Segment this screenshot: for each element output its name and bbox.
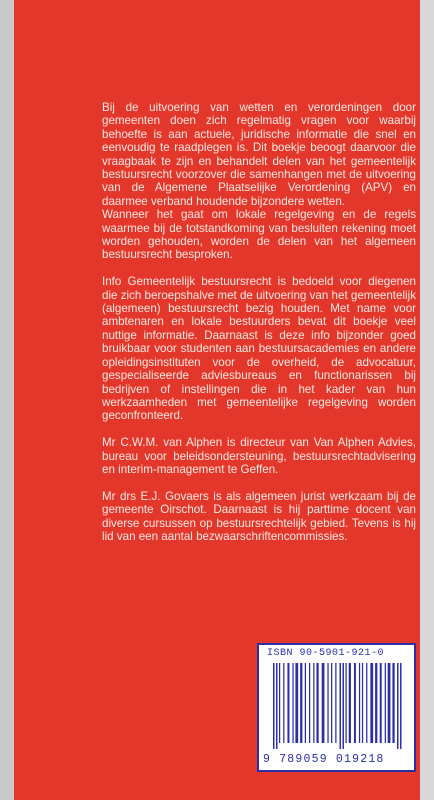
barcode-bar xyxy=(359,663,360,743)
barcode-bar xyxy=(349,663,351,743)
barcode-bar xyxy=(392,663,394,743)
spine-strip xyxy=(0,0,14,800)
barcode-bar xyxy=(276,663,277,749)
barcode-bar xyxy=(305,663,306,743)
blurb-paragraph-author-2: Mr drs E.J. Govaers is als algemeen jurist werkzaam bij de gemeente Oirschot. Daarnaast is hij parttime docent van diverse cursussen op bestuursrechtelijk gebied. Tevens is hij lid van een aantal bezwaarschriftencommissies. xyxy=(102,489,416,543)
barcode-box xyxy=(259,645,414,770)
blurb-paragraph-intro: Bij de uitvoering van wetten en verordeningen door gemeenten doen zich regelmatig vragen voor waarbij behoefte is aan actuele, juridische informatie die snel en eenvoudig te raadplegen is. Dit boekje beoogt daarvoor die vraagbaak te zijn en behandelt delen van het gemeentelijk bestuursrecht voorzover die samenhangen met de uitvoering van de Algemene Plaatselijke Verordening (APV) en daarmee verband houdende bijzondere wetten. xyxy=(102,101,416,208)
barcode-bar xyxy=(342,663,343,749)
barcode-bar xyxy=(331,663,332,743)
barcode-bar xyxy=(335,663,336,743)
barcode-bar xyxy=(300,663,302,743)
barcode-bar xyxy=(316,663,318,743)
barcode-bars xyxy=(273,663,403,749)
blurb-paragraph-audience: Info Gemeentelijk bestuursrecht is bedoeld voor diegenen die zich beroepshalve met de uitvoering van het gemeentelijk (algemeen) bestuursrecht bezig houden. Met name voor ambtenaren en lokale bestuurders bevat dit boekje veel nuttige informatie. Daarnaast is deze info bijzonder goed bruikbaar voor studenten aan bestuursacademies en andere opleidingsinstituten voor de overheid, de advocatuur, gespecialiseerde adviesbureaus en functionarissen bij bedrijven of instellingen die in het kader van hun werkzaamheden met gemeentelijke regelgeving worden geconfronteerd. xyxy=(102,275,416,423)
barcode-bar xyxy=(385,663,386,743)
ean-digits: 9 789059 019218 xyxy=(263,753,385,766)
barcode-bar xyxy=(313,663,314,743)
barcode-bar xyxy=(279,663,280,743)
blurb-paragraph-scope: Wanneer het gaat om lokale regelgeving en de regels waarmee bij de totstandkoming van besluiten rekening moet worden gehouden, worden de delen van het algemeen bestuursrecht besproken. xyxy=(102,208,416,262)
barcode-bar xyxy=(292,663,293,743)
barcode-bar xyxy=(370,663,373,743)
barcode-bar xyxy=(339,663,340,749)
barcode-bar xyxy=(287,663,289,743)
barcode-bar xyxy=(322,663,325,743)
page-edge xyxy=(420,0,434,800)
barcode-bar xyxy=(366,663,367,743)
barcode-bar xyxy=(354,663,356,743)
barcode-bar xyxy=(375,663,377,743)
isbn-label: ISBN 90-5901-921-0 xyxy=(267,648,385,659)
barcode-bar xyxy=(327,663,328,743)
barcode-bar xyxy=(273,663,274,749)
barcode-bar xyxy=(362,663,363,743)
barcode-bar xyxy=(388,663,391,743)
barcode-bar xyxy=(400,663,401,749)
barcode-bar xyxy=(295,663,298,743)
barcode-bar xyxy=(397,663,398,749)
barcode-bar xyxy=(283,663,284,743)
barcode-bar xyxy=(345,663,346,743)
blurb-text xyxy=(102,101,416,557)
blurb-paragraph-author-1: Mr C.W.M. van Alphen is directeur van Van Alphen Advies, bureau voor beleidsondersteuning, bestuursrechtadvisering en interim-management te Geffen. xyxy=(102,436,416,476)
barcode-bar xyxy=(309,663,310,743)
barcode-bar xyxy=(380,663,382,743)
